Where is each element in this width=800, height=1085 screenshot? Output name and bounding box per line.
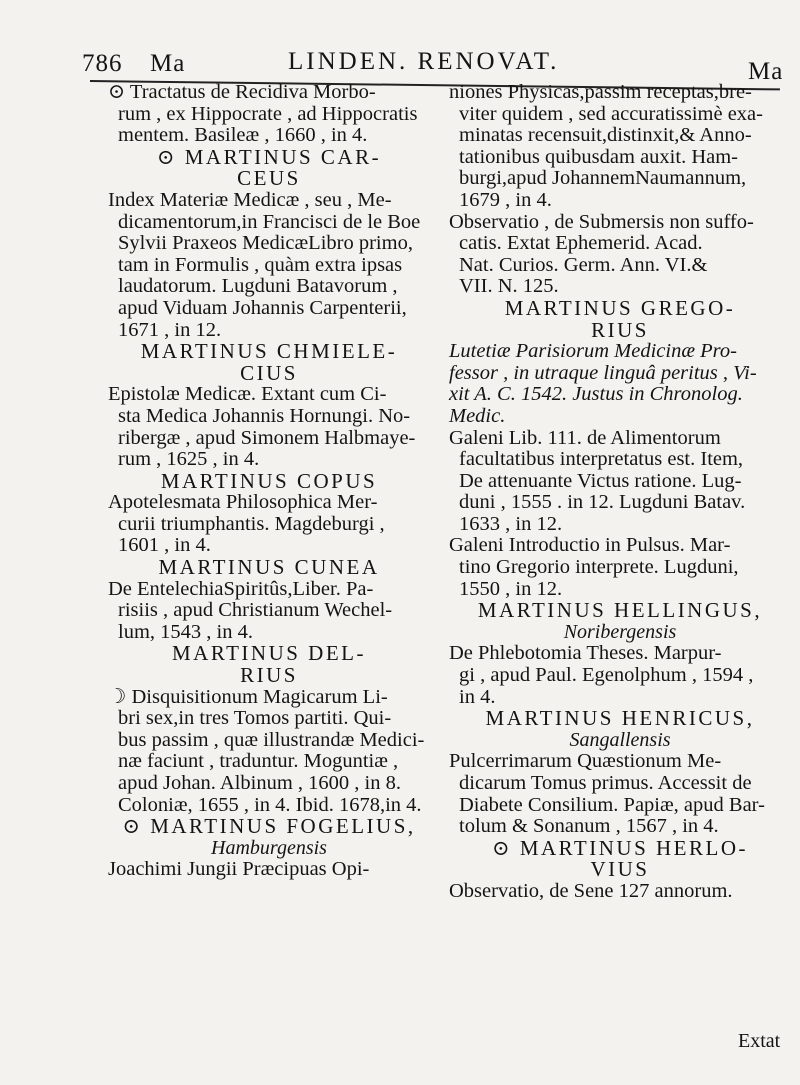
text-line: Nat. Curios. Germ. Ann. VI.&: [459, 253, 708, 276]
text-line: rum , 1625 , in 4.: [118, 448, 260, 471]
text-line: bus passim , quæ illustrandæ Medici-: [118, 728, 425, 751]
text-line: Sylvii Praxeos MedicæLibro primo,: [118, 232, 413, 255]
text-line: De attenuante Victus ratione. Lug-: [459, 469, 742, 492]
author-heading: [449, 600, 791, 622]
text-line: laudatorum. Lugduni Batavorum ,: [118, 275, 398, 298]
text-line: Observatio, de Sene 127 annorum.: [449, 879, 733, 902]
text-line: MARTINUS COPUS: [160, 468, 378, 493]
text-line: Lutetiæ Parisiorum Medicinæ Pro-: [449, 340, 737, 363]
author-heading: [108, 643, 430, 686]
author-heading: [108, 816, 430, 838]
text-line: Galeni Lib. 111. de Alimentorum: [449, 426, 721, 449]
text-line: næ faciunt , traduntur. Moguntiæ ,: [118, 750, 399, 773]
author-heading: [108, 144, 430, 191]
author-heading: [108, 468, 430, 493]
text-line: viter quidem , sed accuratissimè exa-: [459, 102, 763, 125]
header-left-letters: Ma: [150, 50, 186, 77]
bibliographic-entry: [108, 859, 430, 881]
bibliographic-entry: [449, 535, 791, 600]
author-origin: [108, 838, 430, 860]
header-right-letters: Ma: [748, 58, 784, 85]
text-line: Coloniæ, 1655 , in 4. Ibid. 1678,in 4.: [118, 793, 422, 816]
text-line: gi , apud Paul. Egenolphum , 1594 ,: [459, 664, 754, 687]
text-line: dicarum Tomus primus. Accessit de: [459, 772, 752, 794]
text-line: Noribergensis: [563, 620, 677, 643]
text-line: apud Johan. Albinum , 1600 , in 8.: [118, 772, 402, 794]
text-line: Pulcerrimarum Quæstionum Me-: [449, 750, 722, 773]
text-line: Medic.: [449, 404, 506, 427]
text-line: tolum & Sonanum , 1567 , in 4.: [459, 815, 719, 838]
text-line: RIUS: [240, 663, 298, 688]
text-line: MARTINUS CUNEA: [158, 555, 380, 580]
left-column: [108, 82, 430, 881]
header-title: LINDEN. RENOVAT.: [288, 48, 560, 75]
author-note: [449, 341, 791, 427]
text-line: Hamburgensis: [211, 836, 327, 859]
author-origin: [449, 730, 791, 752]
text-line: lum, 1543 , in 4.: [118, 620, 253, 643]
text-line: MARTINUS CHMIELE-: [140, 339, 398, 364]
right-column: [449, 82, 791, 903]
text-line: ribergæ , apud Simonem Halbmaye-: [118, 426, 416, 449]
text-line: ⊙ Tractatus de Recidiva Morbo-: [108, 81, 376, 103]
bibliographic-entry: [449, 212, 791, 298]
text-line: Sangallensis: [569, 728, 671, 751]
bibliographic-entry: [449, 82, 791, 212]
text-line: 1633 , in 12.: [459, 512, 563, 535]
text-line: duni , 1555 . in 12. Lugduni Batav.: [459, 491, 746, 514]
text-line: risiis , apud Christianum Wechel-: [118, 599, 393, 622]
text-line: niones Physicas,passim receptas,bre-: [449, 81, 752, 103]
text-line: ⊙ MARTINUS HERLO-: [492, 835, 748, 860]
text-line: CEUS: [237, 166, 301, 191]
text-line: De Phlebotomia Theses. Marpur-: [449, 642, 722, 665]
bibliographic-entry: [449, 881, 791, 903]
text-line: ⊙ MARTINUS CAR-: [156, 144, 382, 169]
text-line: MARTINUS HELLINGUS,: [477, 598, 763, 623]
text-line: bri sex,in tres Tomos partiti. Qui-: [118, 707, 392, 730]
catchword: Extat: [738, 1030, 781, 1052]
author-heading: [108, 341, 430, 384]
text-line: Diabete Consilium. Papiæ, apud Bar-: [459, 793, 765, 816]
bibliographic-entry: [108, 492, 430, 557]
text-line: VII. N. 125.: [459, 275, 559, 298]
text-line: tino Gregorio interprete. Lugduni,: [459, 556, 739, 579]
text-line: ☽ Disquisitionum Magicarum Li-: [108, 685, 388, 708]
text-line: Joachimi Jungii Præcipuas Opi-: [108, 858, 370, 881]
text-line: VIUS: [590, 857, 650, 882]
bibliographic-entry: [449, 428, 791, 536]
text-line: tationibus quibusdam auxit. Ham-: [459, 145, 738, 168]
author-heading: [449, 835, 791, 882]
text-line: apud Viduam Johannis Carpenterii,: [118, 296, 407, 319]
text-line: De EntelechiaSpiritûs,Liber. Pa-: [108, 577, 374, 600]
text-line: CIUS: [240, 360, 298, 385]
text-line: Index Materiæ Medicæ , seu , Me-: [108, 188, 392, 211]
text-line: rum , ex Hippocrate , ad Hippocratis: [118, 102, 418, 125]
text-line: 1671 , in 12.: [118, 318, 222, 341]
text-line: burgi,apud JohannemNaumannum,: [459, 167, 747, 190]
text-line: Galeni Introductio in Pulsus. Mar-: [449, 534, 731, 557]
bibliographic-entry: [108, 190, 430, 341]
text-line: 1679 , in 4.: [459, 188, 552, 211]
text-line: 1550 , in 12.: [459, 577, 563, 600]
text-line: tam in Formulis , quàm extra ipsas: [118, 253, 403, 276]
text-line: Epistolæ Medicæ. Extant cum Ci-: [108, 383, 387, 406]
text-line: Apotelesmata Philosophica Mer-: [108, 491, 378, 514]
text-line: xit A. C. 1542. Justus in Chronolog.: [449, 383, 743, 406]
bibliographic-entry: [108, 82, 430, 147]
text-line: MARTINUS GREGO-: [504, 295, 736, 320]
text-line: dicamentorum,in Francisci de le Boe: [118, 210, 421, 233]
text-line: fessor , in utraque linguâ peritus , Vi-: [449, 361, 757, 384]
text-line: MARTINUS HENRICUS,: [485, 706, 755, 731]
text-line: 1601 , in 4.: [118, 534, 211, 557]
text-line: curii triumphantis. Magdeburgi ,: [118, 512, 385, 535]
bibliographic-entry: [449, 643, 791, 708]
page-number: 786: [82, 50, 123, 77]
text-line: catis. Extat Ephemerid. Acad.: [459, 232, 703, 255]
author-heading: [449, 295, 791, 342]
text-line: in 4.: [459, 685, 496, 708]
text-line: RIUS: [591, 317, 649, 342]
text-line: sta Medica Johannis Hornungi. No-: [118, 404, 411, 427]
bibliographic-entry: [108, 384, 430, 470]
author-heading: [449, 708, 791, 730]
text-line: Observatio , de Submersis non suffo-: [449, 210, 754, 233]
author-heading: [108, 557, 430, 579]
text-line: MARTINUS DEL-: [172, 641, 366, 666]
bibliographic-entry: [108, 687, 430, 817]
text-line: minatas recensuit,distinxit,& Anno-: [459, 124, 752, 147]
author-origin: [449, 622, 791, 644]
bibliographic-entry: [449, 751, 791, 837]
text-line: mentem. Basileæ , 1660 , in 4.: [118, 124, 368, 147]
text-line: facultatibus interpretatus est. Item,: [459, 448, 744, 471]
bibliographic-entry: [108, 579, 430, 644]
text-line: ⊙ MARTINUS FOGELIUS,: [122, 814, 416, 839]
